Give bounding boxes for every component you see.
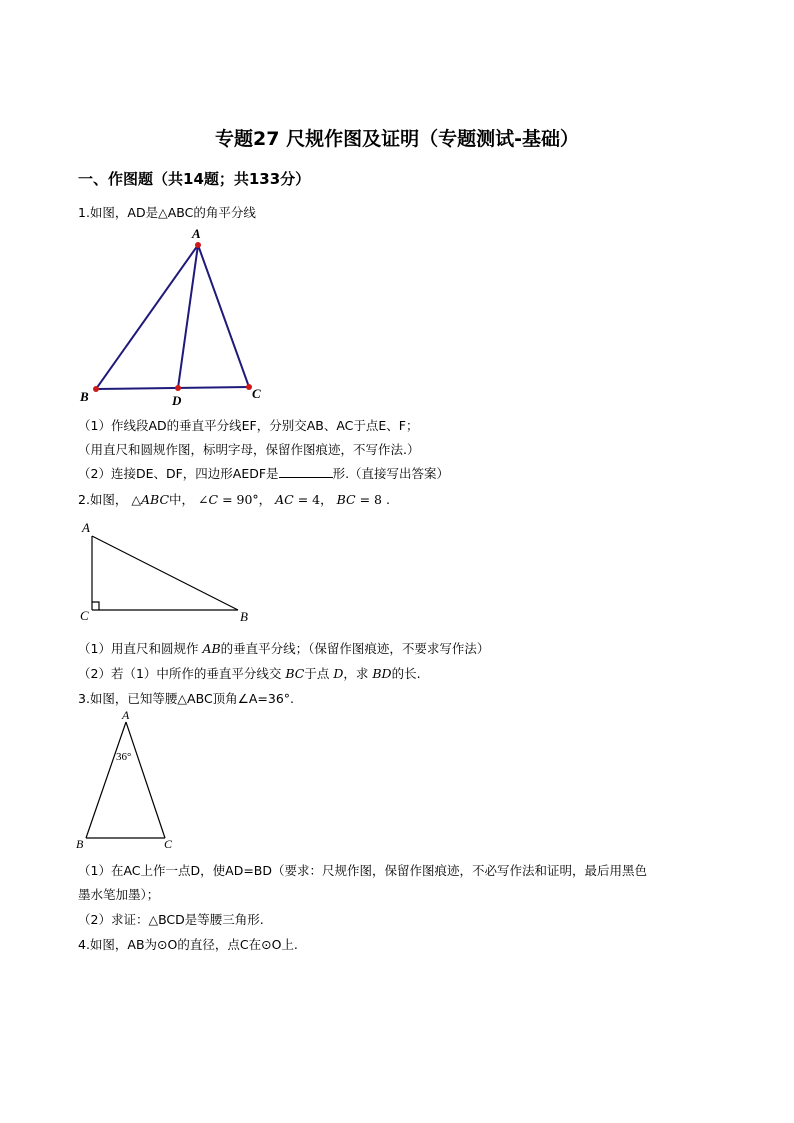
q3-label-a: A (122, 708, 130, 722)
q2-part1 (78, 639, 489, 657)
q1-figure (78, 226, 278, 408)
q2-angle-c: ∠C (198, 492, 219, 507)
q1-part2-before: （2）连接DE、DF，四边形AEDF是 (78, 466, 279, 481)
q2-stem-prefix: 2.如图， (78, 492, 128, 507)
q3-angle-label: 36° (116, 751, 132, 763)
q1-part2 (78, 464, 449, 482)
q2-part1-a: （1）用直尺和圆规作 (78, 641, 203, 656)
q2-part2-b: 于点 (304, 666, 334, 681)
answer-blank (279, 465, 333, 478)
q2-part2-c: ，求 (343, 666, 373, 681)
q1-label-a: A (192, 226, 201, 241)
q2-part1-ab: AB (202, 641, 221, 656)
q2-label-b: B (240, 609, 248, 624)
q2-stem (78, 490, 390, 508)
q2-bc: BC (336, 492, 356, 507)
q2-ac: AC (275, 492, 294, 507)
q4-stem: 4.如图，AB为⊙O的直径，点C在⊙O上. (78, 937, 298, 952)
q2-part2-e: 的长. (391, 666, 421, 681)
q3-part2: （2）求证：△BCD是等腰三角形. (78, 912, 264, 927)
section-heading: 一、作图题（共14题；共133分） (78, 170, 311, 188)
q1-side-ac (198, 245, 249, 387)
q2-eq2: = 4， (293, 492, 333, 507)
q1-label-d: D (172, 393, 182, 408)
q3-label-c: C (164, 837, 173, 851)
q2-eq1: = 90°， (218, 492, 272, 507)
q3-side-ab (86, 722, 126, 838)
q1-stem: 1.如图，AD是△ABC的角平分线 (78, 205, 256, 220)
q1-side-ab (96, 245, 198, 389)
q1-point-a (195, 242, 201, 248)
q1-point-d (175, 385, 181, 391)
q2-triangle: △ABC (131, 492, 170, 507)
q3-side-ac (126, 722, 165, 838)
q2-part2-bc: BC (285, 666, 305, 681)
q2-side-ab (92, 536, 238, 610)
q3-figure (74, 708, 194, 854)
q3-part1-line2: 墨水笔加墨）； (78, 887, 160, 902)
q2-part2-bd: BD (372, 666, 392, 681)
q1-bisector-ad (178, 245, 198, 388)
q1-part2-after: 形.（直接写出答案） (332, 466, 450, 481)
q2-part1-b: 的垂直平分线；（保留作图痕迹，不要求写作法） (220, 641, 490, 656)
q1-part1-note: （用直尺和圆规作图，标明字母，保留作图痕迹，不写作法.） (78, 442, 420, 457)
q2-eq3: = 8 . (355, 492, 390, 507)
right-angle-mark (92, 602, 99, 610)
q2-part2-d: D (333, 666, 344, 681)
q2-zhong: 中， (169, 492, 195, 507)
q3-label-b: B (76, 837, 84, 851)
q2-label-a: A (82, 520, 90, 535)
q2-label-c: C (80, 608, 89, 623)
q1-label-c: C (252, 386, 261, 401)
page-title: 专题27 尺规作图及证明（专题测试-基础） (215, 128, 579, 150)
q2-part2-a: （2）若（1）中所作的垂直平分线交 (78, 666, 286, 681)
q3-stem: 3.如图，已知等腰△ABC顶角∠A=36°. (78, 691, 295, 706)
q2-figure (78, 518, 268, 630)
q3-part1-line1: （1）在AC上作一点D，使AD=BD（要求：尺规作图，保留作图痕迹，不必写作法和证明，最后用黑色 (78, 863, 647, 878)
q1-point-b (93, 386, 99, 392)
q1-part1: （1）作线段AD的垂直平分线EF，分别交AB、AC于点E、F； (78, 418, 419, 433)
q1-label-b: B (80, 389, 89, 404)
q1-side-bc (96, 387, 249, 389)
q2-part2 (78, 664, 421, 682)
